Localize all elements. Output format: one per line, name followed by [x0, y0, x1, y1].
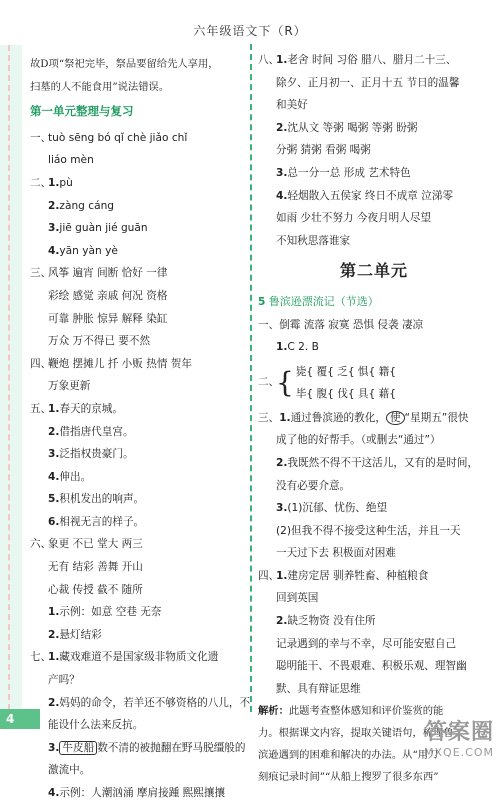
- item-number: 4.: [48, 787, 60, 799]
- circled-word: 使: [386, 411, 405, 425]
- item-number: 4.: [276, 189, 288, 202]
- item-number: 2.: [48, 199, 60, 212]
- item-text: 妈妈的命令，若羊还不够资格的八儿，不: [59, 696, 251, 709]
- item-text: 风筝 遍宵 间断 恰好 一律: [48, 267, 168, 280]
- item-number: 1.: [48, 606, 60, 619]
- item-text: 相视无言的样子。: [59, 515, 145, 528]
- item-number: 1.: [279, 411, 291, 424]
- item-label: 二、: [30, 176, 52, 189]
- item-number: 2.: [48, 628, 60, 641]
- list-item: [30, 669, 245, 692]
- list-item: [30, 421, 245, 444]
- list-item: [30, 624, 245, 647]
- item-text: (2)但我不得不接受这种生活，并且一天: [276, 524, 461, 537]
- item-number: 3.: [48, 448, 60, 461]
- item-text: liáo mèn: [48, 154, 94, 167]
- left-items-list: [30, 127, 251, 737]
- item-text: 示例：如意 空巷 无奈: [59, 606, 162, 619]
- list-item: [258, 207, 490, 230]
- list-item: [258, 117, 490, 140]
- list-item: [258, 542, 490, 565]
- brace-row: 毙{ 覆{ 乏{ 惧{ 籍{: [295, 365, 396, 378]
- item-text: 积机发出的响声。: [59, 493, 145, 506]
- list-item: [258, 678, 490, 701]
- item-label: 六、: [30, 538, 52, 551]
- page-header: 六年级语文下（R）: [193, 24, 307, 38]
- brace-rows: [296, 361, 396, 405]
- left-column: [30, 53, 251, 805]
- item-number: 2.: [276, 615, 288, 628]
- item-text: 总一分一总 形成 艺术特色: [287, 166, 411, 179]
- item-text: 伸出。: [59, 470, 92, 483]
- item-number: 5.: [48, 493, 60, 506]
- item-text: 回到英国: [276, 592, 319, 605]
- item-text: 藏戏难道不是国家级非物质文化遗: [59, 651, 219, 664]
- item-label: 一、: [258, 318, 280, 331]
- item-text: 心裁 传授 截不 随所: [48, 583, 143, 596]
- item-text: 默、具有辩证思维: [276, 682, 361, 695]
- list-item: [258, 94, 490, 117]
- item-text: C 2. B: [287, 341, 319, 354]
- list-item: [30, 488, 245, 511]
- q4-list: [258, 565, 490, 701]
- item-text: 我既然不得不干这活儿，又有的是时间，: [287, 456, 479, 469]
- item-label: 七、: [30, 651, 52, 664]
- list-item: [258, 633, 490, 656]
- watermark-url: MXQE.COM: [424, 746, 494, 759]
- item-text: 无有 结彩 善舞 开山: [48, 561, 143, 574]
- list-item: [258, 565, 490, 588]
- lesson-number: 5: [258, 295, 266, 308]
- item-label: 五、: [30, 402, 52, 415]
- lesson-heading: [258, 291, 490, 314]
- lesson-title: 鲁滨逊漂流记（节选）: [268, 294, 379, 308]
- item-text: 万象更新: [48, 380, 91, 393]
- list-item: [30, 262, 245, 285]
- item-text: 示例：人潮汹涌 摩肩接踵 熙熙攘攘: [59, 787, 226, 799]
- item-text: tuò sēng bó qǐ chè jiǎo chǐ: [48, 131, 188, 144]
- item-number: 1.: [276, 341, 288, 354]
- item-number: 2.: [276, 456, 288, 469]
- item-number: 3.: [48, 741, 60, 754]
- item-number: 3.: [48, 222, 60, 235]
- list-item: [30, 240, 245, 263]
- item-number: 3.: [276, 502, 288, 515]
- list-item: [258, 139, 490, 162]
- item-text: 鞭炮 摆摊儿 扦 小贩 热情 贺年: [48, 357, 192, 370]
- list-item: [30, 466, 245, 489]
- list-item: [30, 782, 245, 805]
- watermark: [424, 715, 494, 759]
- item-text: yān yàn yè: [59, 244, 118, 257]
- item-text: 老舍 时间 习俗 腊八、腊月二十三、: [287, 54, 457, 66]
- analysis-line: 刻痕记录时间”“从船上搜罗了很多东西”: [258, 771, 439, 784]
- item-number: 1.: [48, 176, 60, 189]
- list-item: [30, 692, 251, 715]
- section-eight-list: [258, 49, 490, 252]
- analysis-text: 此题考查整体感知和评价鉴赏的能: [288, 705, 444, 718]
- list-item: [30, 285, 245, 308]
- list-item: [258, 452, 490, 475]
- list-item: [30, 330, 245, 353]
- analysis-line: 力。根据课文内容，提取关键语句，梳理鲁: [258, 727, 454, 740]
- margin-dashed-line: [8, 45, 10, 710]
- item-number: 1.: [48, 651, 60, 664]
- item-text: 一天过下去 积极面对困难: [276, 547, 396, 560]
- right-column: [258, 49, 490, 788]
- brace-row: 毕{ 腹{ 伐{ 具{ 藉{: [295, 387, 396, 400]
- item-text: 激流中。: [48, 764, 91, 777]
- item-text: 泛指权贵豪门。: [59, 448, 134, 461]
- item-text: jiē guàn jié guān: [59, 222, 148, 235]
- item-text: 缺乏物资 没有住所: [287, 615, 376, 628]
- list-item: [30, 646, 245, 669]
- list-item: [258, 162, 490, 185]
- list-item: [30, 511, 245, 534]
- list-item: [258, 230, 490, 253]
- list-item: [258, 185, 490, 208]
- list-item: [258, 429, 490, 452]
- list-item: [30, 149, 245, 172]
- item-text: 聪明能干、不畏艰难、积极乐观、理智幽: [276, 660, 467, 673]
- item-text: 象更 不已 堂大 两三: [48, 538, 143, 551]
- analysis-label: 解析：: [258, 705, 289, 718]
- item-text: 通过鲁滨逊的教化，: [290, 411, 386, 424]
- item-number: 4.: [48, 470, 60, 483]
- item-text: 沈从文 等粥 喝粥 等粥 盼粥: [287, 121, 418, 134]
- list-item: [30, 759, 245, 782]
- list-item: [258, 610, 490, 633]
- list-item: [258, 587, 490, 610]
- list-item: [258, 475, 490, 498]
- list-item: [30, 195, 245, 218]
- item-number: 4.: [48, 244, 60, 257]
- item-text: 除夕、正月初一、正月十五 节日的温馨: [276, 76, 460, 89]
- analysis-line: 滨逊遇到的困难和解决的办法。从“用刀: [258, 749, 439, 762]
- list-item: [258, 655, 490, 678]
- unit-title: 第二单元: [339, 261, 408, 281]
- list-item: [258, 407, 490, 430]
- item-text: 分粥 猜粥 看粥 喝粥: [276, 144, 371, 157]
- item-label: 八、: [258, 54, 280, 66]
- list-item: [30, 217, 245, 240]
- item-text: 成了他的好帮手。（或删去“通过”）: [276, 434, 441, 447]
- item-text: 和美好: [276, 99, 308, 112]
- item-number: 3.: [276, 166, 288, 179]
- item-text: 建房定居 驯养牲畜、种植粮食: [287, 569, 429, 582]
- list-item: [30, 127, 245, 150]
- item-text: 万众 万不得已 要不然: [48, 335, 151, 348]
- item-text: 产吗？: [48, 674, 80, 687]
- column-divider: [250, 44, 252, 712]
- item-number: 1.: [276, 569, 288, 582]
- item-text: 倒霉 流落 寂寞 恐惧 侵袭 凄凉: [279, 318, 424, 331]
- list-item: [30, 579, 245, 602]
- boxed-word: 牛皮船: [59, 741, 97, 755]
- item-text: 彩绘 感觉 亲戚 何况 资格: [48, 289, 168, 302]
- list-item: [30, 533, 245, 556]
- list-item: [30, 398, 245, 421]
- brace-icon: {: [276, 365, 294, 399]
- q3-list: [258, 429, 490, 565]
- page-number: 4: [0, 709, 40, 729]
- item-text: zàng cáng: [59, 199, 115, 212]
- item-label: 三、: [30, 267, 52, 280]
- list-item: [258, 49, 490, 72]
- left-margin-strip: [0, 45, 22, 710]
- list-item: [258, 72, 490, 95]
- list-item: [258, 520, 490, 543]
- list-item: [30, 443, 245, 466]
- section-title: 第一单元整理与复习: [30, 104, 134, 119]
- item-text: 没有必要介意。: [276, 479, 351, 492]
- list-item: [30, 172, 245, 195]
- watermark-title: 答案圈: [424, 720, 494, 745]
- list-item: [258, 314, 490, 337]
- item-text: 记录遇到的幸与不幸，尽可能安慰自己: [276, 637, 457, 650]
- item-text: 可靠 肿胀 惊异 解释 染缸: [48, 312, 168, 325]
- item-text: “星期五”很快: [404, 411, 469, 424]
- item-text: 数不清的被抛翻在野马脱缰般的: [97, 741, 246, 754]
- item-text: pù: [59, 176, 73, 189]
- list-item: [258, 336, 490, 359]
- list-item: [30, 737, 245, 760]
- char-brace-block: [258, 359, 490, 407]
- item-text: 轻烟散入五侯家 终日不成章 泣涕零: [287, 189, 454, 202]
- item-number: 6.: [48, 515, 60, 528]
- item-text: 如雨 少壮不努力 今夜月明人尽望: [276, 212, 432, 225]
- list-item: [30, 601, 245, 624]
- item-label: 二、: [258, 376, 280, 389]
- list-item: [30, 308, 245, 331]
- list-item: [30, 375, 245, 398]
- list-item: [30, 556, 245, 579]
- item-number: 2.: [276, 121, 288, 134]
- item-number: 1.: [48, 402, 60, 415]
- intro-line: 故D项“祭祀完毕，祭品要留给先人享用，: [30, 58, 219, 70]
- item-label: 三、: [258, 411, 280, 424]
- item-number: 2.: [48, 425, 60, 438]
- item-label: 四、: [258, 569, 280, 582]
- list-item: [30, 353, 245, 376]
- item-number: 1.: [276, 54, 288, 66]
- item-label: 一、: [30, 131, 52, 144]
- list-item: [30, 714, 245, 737]
- item-number: 2.: [48, 696, 60, 709]
- item-text: 悬灯结彩: [59, 628, 102, 641]
- item-text: 借指唐代皇宫。: [59, 425, 134, 438]
- item-label: 四、: [30, 357, 52, 370]
- intro-line: 扫墓的人不能食用”说法错误。: [30, 80, 170, 93]
- item-text: 能设什么法来反抗。: [48, 719, 144, 732]
- item-text: 不知秋思落谁家: [276, 234, 351, 247]
- item-text: (1)沉郁、忧伤、绝望: [287, 502, 388, 515]
- list-item: [258, 497, 490, 520]
- item-text: 春天的京城。: [59, 402, 123, 415]
